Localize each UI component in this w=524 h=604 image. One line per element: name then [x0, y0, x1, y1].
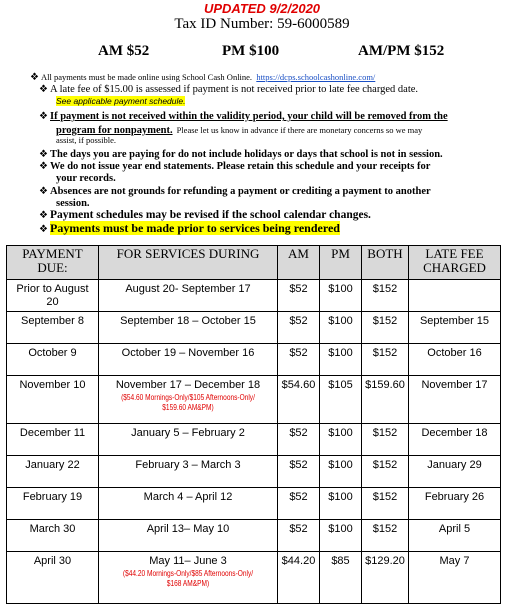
diamond-bullet-icon: ❖: [30, 72, 39, 83]
payment-due-cell: April 30: [7, 552, 99, 604]
updated-date: UPDATED 9/2/2020: [203, 1, 321, 16]
bullet-absences: ❖ Absences are not grounds for refunding a payment or crediting a payment to another: [39, 186, 431, 197]
rate-note: ($54.60 Mornings-Only/$105 Afternoons-Only/ $159.60 AM&PM): [121, 393, 255, 412]
absences-line-2: session.: [56, 198, 90, 209]
bullet-nonpayment: ❖ If payment is not received within the validity period, your child will be removed from the: [39, 111, 448, 122]
bullet-online-payments: ❖ All payments must be made online using School Cash Online. https://dcps.schoolcashonline.com/: [30, 72, 376, 83]
late-fee-cell: October 16: [409, 344, 501, 376]
pm-cell: $85: [320, 552, 362, 604]
diamond-bullet-icon: ❖: [39, 111, 48, 122]
payment-due-cell: Prior to August 20: [7, 280, 99, 312]
school-cash-link[interactable]: https://dcps.schoolcashonline.com/: [256, 72, 376, 82]
payment-due-cell: December 11: [7, 424, 99, 456]
am-cell: $52: [278, 312, 320, 344]
table-row: [7, 312, 501, 344]
services-cell: [99, 552, 278, 604]
diamond-bullet-icon: ❖: [39, 149, 48, 160]
late-fee-schedule-note: See applicable payment schedule.: [56, 96, 186, 106]
payment-due-cell: March 30: [7, 520, 99, 552]
pm-cell: $105: [320, 376, 362, 424]
bullet-schedule-revision: ❖ Payment schedules may be revised if the school calendar changes.: [39, 209, 371, 221]
late-fee-cell: [409, 280, 501, 312]
services-cell: September 18 – October 15: [99, 312, 278, 344]
am-cell: $52: [278, 344, 320, 376]
services-cell: March 4 – April 12: [99, 488, 278, 520]
both-cell: $152: [362, 344, 409, 376]
payment-due-cell: January 22: [7, 456, 99, 488]
late-fee-cell: November 17: [409, 376, 501, 424]
services-cell: [99, 376, 278, 424]
diamond-bullet-icon: ❖: [39, 186, 48, 197]
late-fee-cell: December 18: [409, 424, 501, 456]
both-cell: $152: [362, 488, 409, 520]
am-cell: $52: [278, 280, 320, 312]
services-range: November 17 – December 18: [115, 379, 261, 391]
table-row: [7, 456, 501, 488]
header-pm: PM: [320, 246, 362, 280]
am-cell: $52: [278, 488, 320, 520]
payment-schedule-table: [6, 245, 501, 604]
both-cell: $152: [362, 456, 409, 488]
table-row: [7, 344, 501, 376]
diamond-bullet-icon: ❖: [39, 210, 48, 221]
pm-cell: $100: [320, 280, 362, 312]
header-late-fee: LATE FEE CHARGED: [409, 246, 501, 280]
bullet-late-fee: ❖ A late fee of $15.00 is assessed if payment is not received prior to late fee charged date.: [39, 84, 419, 95]
statements-line-2: your records.: [56, 173, 116, 184]
both-cell: $152: [362, 280, 409, 312]
table-row: [7, 424, 501, 456]
header-payment-due: PAYMENT DUE:: [7, 246, 99, 280]
diamond-bullet-icon: ❖: [39, 224, 48, 235]
table-row: [7, 280, 501, 312]
late-fee-cell: May 7: [409, 552, 501, 604]
price-pm: PM $100: [222, 43, 280, 59]
table-row: [7, 520, 501, 552]
late-fee-cell: January 29: [409, 456, 501, 488]
table-row: [7, 552, 501, 604]
pm-cell: $100: [320, 424, 362, 456]
late-fee-cell: February 26: [409, 488, 501, 520]
header-services: FOR SERVICES DURING: [99, 246, 278, 280]
both-cell: $152: [362, 424, 409, 456]
table-row: [7, 376, 501, 424]
pm-cell: $100: [320, 344, 362, 376]
am-cell: $52: [278, 424, 320, 456]
nonpayment-line-3: assist, if possible.: [56, 135, 116, 145]
payment-due-cell: September 8: [7, 312, 99, 344]
pm-cell: $100: [320, 312, 362, 344]
both-cell: $159.60: [362, 376, 409, 424]
late-fee-cell: April 5: [409, 520, 501, 552]
price-am: AM $52: [98, 43, 150, 59]
am-cell: $52: [278, 456, 320, 488]
both-cell: $129.20: [362, 552, 409, 604]
bullet-holidays: ❖ The days you are paying for do not include holidays or days that school is not in session.: [39, 149, 443, 160]
pm-cell: $100: [320, 520, 362, 552]
services-cell: April 13– May 10: [99, 520, 278, 552]
am-cell: $44.20: [278, 552, 320, 604]
am-cell: $54.60: [278, 376, 320, 424]
services-cell: January 5 – February 2: [99, 424, 278, 456]
pm-cell: $100: [320, 488, 362, 520]
payment-due-cell: October 9: [7, 344, 99, 376]
payment-due-cell: February 19: [7, 488, 99, 520]
rate-note: ($44.20 Mornings-Only/$85 Afternoons-Only/ $168 AM&PM): [122, 569, 254, 588]
services-range: May 11– June 3: [149, 555, 227, 567]
header-both: BOTH: [362, 246, 409, 280]
pm-cell: $100: [320, 456, 362, 488]
price-ampm: AM/PM $152: [358, 43, 445, 59]
table-row: [7, 488, 501, 520]
services-cell: October 19 – November 16: [99, 344, 278, 376]
both-cell: $152: [362, 312, 409, 344]
services-cell: February 3 – March 3: [99, 456, 278, 488]
diamond-bullet-icon: ❖: [39, 161, 48, 172]
am-cell: $52: [278, 520, 320, 552]
table-header-row: [7, 246, 501, 280]
bullet-statements: ❖ We do not issue year end statements. Please retain this schedule and your receipts for: [39, 161, 431, 172]
payment-due-cell: November 10: [7, 376, 99, 424]
bullet-prior-payment: ❖ Payments must be made prior to services being rendered: [39, 221, 340, 235]
tax-id: Tax ID Number: 59-6000589: [174, 16, 350, 32]
header-am: AM: [278, 246, 320, 280]
services-cell: August 20- September 17: [99, 280, 278, 312]
diamond-bullet-icon: ❖: [39, 84, 48, 95]
nonpayment-line-2: program for nonpayment. Please let us know in advance if there are monetary concerns so we may: [56, 125, 423, 136]
both-cell: $152: [362, 520, 409, 552]
late-fee-cell: September 15: [409, 312, 501, 344]
